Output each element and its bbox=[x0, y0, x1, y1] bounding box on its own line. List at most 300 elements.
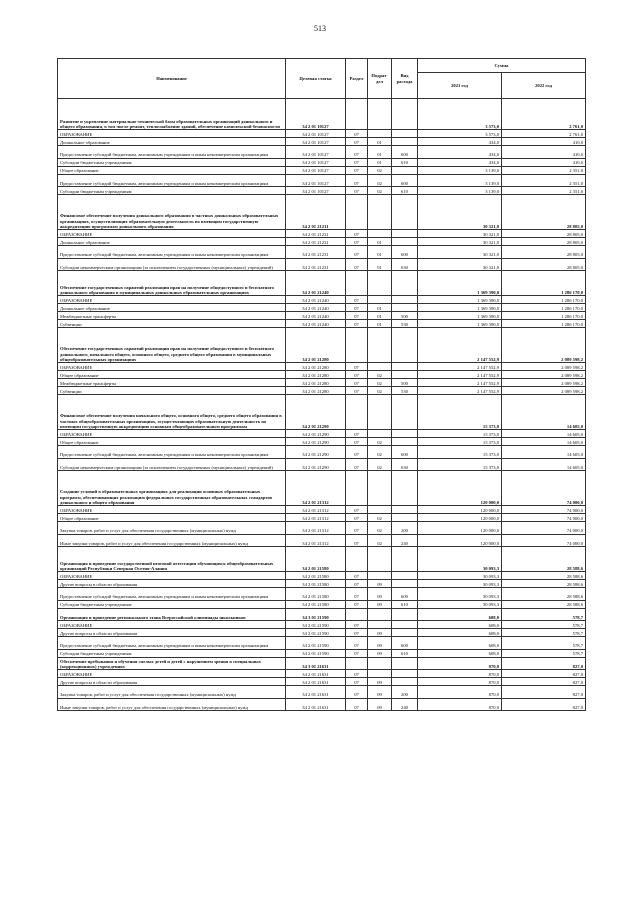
row-subsection-cell bbox=[368, 271, 392, 296]
row-expense-kind-cell bbox=[392, 238, 418, 246]
row-subsection-cell bbox=[368, 430, 392, 438]
row-expense-kind-cell bbox=[392, 621, 418, 629]
row-section-cell: 07 bbox=[346, 629, 368, 637]
row-section-cell: 07 bbox=[346, 320, 368, 328]
row-target-article-cell: 34 2 01 10127 bbox=[286, 166, 346, 174]
row-name-cell: Другие вопросы в области образования bbox=[58, 629, 286, 637]
row-section-cell: 07 bbox=[346, 246, 368, 259]
row-target-article-cell: 34 2 01 21590 bbox=[286, 629, 346, 637]
header-sum: Сумма bbox=[418, 59, 586, 73]
row-subsection-cell bbox=[368, 657, 392, 670]
row-section-cell: 07 bbox=[346, 304, 368, 312]
row-sum-2021-cell: 3 573,0 bbox=[418, 130, 502, 138]
header-expense-kind: Вид расхода bbox=[392, 59, 418, 99]
row-expense-kind-cell: 530 bbox=[392, 387, 418, 395]
table-row bbox=[58, 195, 586, 230]
row-sum-2021-cell: 120 000,0 bbox=[418, 506, 502, 514]
row-section-cell: 07 bbox=[346, 678, 368, 686]
row-name-cell: Субсидии бюджетным учреждениям bbox=[58, 649, 286, 657]
row-subsection-cell bbox=[368, 608, 392, 621]
table-row bbox=[58, 371, 586, 379]
row-expense-kind-cell: 500 bbox=[392, 312, 418, 320]
row-subsection-cell: 09 bbox=[368, 686, 392, 699]
row-subsection-cell: 02 bbox=[368, 166, 392, 174]
row-expense-kind-cell bbox=[392, 296, 418, 304]
row-subsection-cell: 02 bbox=[368, 371, 392, 379]
row-target-article-cell: 34 2 01 21240 bbox=[286, 312, 346, 320]
row-subsection-cell bbox=[368, 230, 392, 238]
row-expense-kind-cell bbox=[392, 371, 418, 379]
row-sum-2021-cell: 2 147 552,9 bbox=[418, 371, 502, 379]
row-expense-kind-cell bbox=[392, 471, 418, 506]
row-expense-kind-cell bbox=[392, 304, 418, 312]
row-sum-2022-cell: 74 000,0 bbox=[502, 522, 586, 535]
table-header bbox=[58, 59, 586, 99]
table-row bbox=[58, 158, 586, 166]
table-row bbox=[58, 296, 586, 304]
row-name-cell: Дошкольное образование bbox=[58, 238, 286, 246]
row-section-cell: 07 bbox=[346, 506, 368, 514]
row-sum-2021-cell: 120 000,0 bbox=[418, 514, 502, 522]
row-sum-2022-cell: 2 351,0 bbox=[502, 174, 586, 187]
row-name-cell: Другие вопросы в области образования bbox=[58, 580, 286, 588]
row-section-cell: 07 bbox=[346, 174, 368, 187]
row-target-article-cell: 34 2 01 21240 bbox=[286, 271, 346, 296]
row-sum-2021-cell: 434,0 bbox=[418, 146, 502, 159]
row-expense-kind-cell bbox=[392, 138, 418, 146]
table-row bbox=[58, 438, 586, 446]
row-target-article-cell: 34 2 01 21312 bbox=[286, 514, 346, 522]
row-subsection-cell: 01 bbox=[368, 138, 392, 146]
row-section-cell bbox=[346, 608, 368, 621]
row-name-cell: Иные закупки товаров, работ и услуг для обеспечения государственных (муниципальных) нужд bbox=[58, 534, 286, 547]
row-sum-2021-cell: 608,0 bbox=[418, 621, 502, 629]
row-section-cell: 07 bbox=[346, 514, 368, 522]
row-sum-2022-cell: 827,0 bbox=[502, 678, 586, 686]
header-year-2021: 2021 год bbox=[418, 73, 502, 99]
row-sum-2022-cell: 410,0 bbox=[502, 158, 586, 166]
row-name-cell: Субвенции bbox=[58, 320, 286, 328]
row-sum-2022-cell: 28 805,0 bbox=[502, 258, 586, 271]
table-row bbox=[58, 637, 586, 650]
table-row bbox=[58, 534, 586, 547]
row-expense-kind-cell bbox=[392, 363, 418, 371]
row-target-article-cell: 34 2 01 21312 bbox=[286, 534, 346, 547]
page-number: 513 bbox=[314, 24, 326, 33]
row-sum-2022-cell: 1 286 170,0 bbox=[502, 320, 586, 328]
table-row bbox=[58, 471, 586, 506]
row-sum-2021-cell: 30 093,3 bbox=[418, 588, 502, 601]
row-name-cell: ОБРАЗОВАНИЕ bbox=[58, 430, 286, 438]
row-expense-kind-cell: 610 bbox=[392, 158, 418, 166]
row-name-cell: Предоставление субсидий бюджетным, автономным учреждениям и иным некоммерческим организациям bbox=[58, 246, 286, 259]
row-section-cell bbox=[346, 271, 368, 296]
row-name-cell: Общее образование bbox=[58, 438, 286, 446]
row-subsection-cell: 02 bbox=[368, 438, 392, 446]
row-section-cell: 07 bbox=[346, 138, 368, 146]
row-section-cell: 07 bbox=[346, 649, 368, 657]
row-sum-2021-cell: 1 369 390,0 bbox=[418, 304, 502, 312]
row-expense-kind-cell: 610 bbox=[392, 600, 418, 608]
row-subsection-cell: 09 bbox=[368, 698, 392, 711]
row-target-article-cell: 34 2 01 21580 bbox=[286, 580, 346, 588]
row-expense-kind-cell: 600 bbox=[392, 637, 418, 650]
row-expense-kind-cell: 200 bbox=[392, 522, 418, 535]
row-target-article-cell: 34 2 01 21631 bbox=[286, 678, 346, 686]
row-target-article-cell: 34 2 01 21280 bbox=[286, 371, 346, 379]
row-expense-kind-cell: 600 bbox=[392, 246, 418, 259]
row-target-article-cell: 34 2 01 21240 bbox=[286, 304, 346, 312]
row-subsection-cell bbox=[368, 296, 392, 304]
row-subsection-cell: 09 bbox=[368, 629, 392, 637]
row-sum-2022-cell: 578,7 bbox=[502, 621, 586, 629]
table-row bbox=[58, 649, 586, 657]
row-name-cell: Финансовое обеспечение получения начального общего, основного общего, среднего общего образования в частных общеобразовательных организациях, осуществляющих образовательную деятельность по имеющим государственную аккредитацию основным общеобразовательным программам bbox=[58, 395, 286, 430]
table-row bbox=[58, 304, 586, 312]
row-expense-kind-cell: 500 bbox=[392, 379, 418, 387]
row-subsection-cell bbox=[368, 363, 392, 371]
row-sum-2022-cell: 28 588,6 bbox=[502, 588, 586, 601]
row-name-cell: Обеспечение государственных гарантий реализации прав на получение общедоступного и бесплатного дошкольного, начального общего, основного общего, среднего общего образования в муниципальных общеобразовательных организациях bbox=[58, 328, 286, 363]
row-subsection-cell bbox=[368, 195, 392, 230]
row-section-cell: 07 bbox=[346, 588, 368, 601]
row-sum-2021-cell: 434,0 bbox=[418, 138, 502, 146]
row-name-cell: Межбюджетные трансферты bbox=[58, 312, 286, 320]
table-row bbox=[58, 379, 586, 387]
row-sum-2021-cell: 3 139,0 bbox=[418, 187, 502, 195]
row-target-article-cell: 34 2 01 10127 bbox=[286, 130, 346, 138]
row-sum-2022-cell: 14 605,0 bbox=[502, 458, 586, 471]
row-section-cell: 07 bbox=[346, 446, 368, 459]
row-sum-2021-cell: 2 147 552,9 bbox=[418, 363, 502, 371]
table-row bbox=[58, 678, 586, 686]
row-subsection-cell: 02 bbox=[368, 522, 392, 535]
row-subsection-cell: 02 bbox=[368, 387, 392, 395]
row-subsection-cell: 01 bbox=[368, 320, 392, 328]
row-sum-2022-cell: 578,7 bbox=[502, 649, 586, 657]
table-row bbox=[58, 166, 586, 174]
row-subsection-cell: 01 bbox=[368, 238, 392, 246]
row-section-cell bbox=[346, 395, 368, 430]
table-row bbox=[58, 328, 586, 363]
table-row bbox=[58, 458, 586, 471]
table-row bbox=[58, 246, 586, 259]
row-sum-2021-cell: 608,0 bbox=[418, 629, 502, 637]
row-section-cell: 07 bbox=[346, 637, 368, 650]
row-section-cell bbox=[346, 99, 368, 130]
row-target-article-cell: 34 2 01 21231 bbox=[286, 230, 346, 238]
row-sum-2021-cell: 870,0 bbox=[418, 698, 502, 711]
table-row bbox=[58, 572, 586, 580]
row-target-article-cell: 34 2 01 10127 bbox=[286, 174, 346, 187]
table-row bbox=[58, 138, 586, 146]
row-section-cell: 07 bbox=[346, 522, 368, 535]
row-name-cell: Предоставление субсидий бюджетным, автономным учреждениям и иным некоммерческим организациям bbox=[58, 588, 286, 601]
row-subsection-cell: 02 bbox=[368, 174, 392, 187]
budget-table bbox=[57, 58, 586, 711]
row-target-article-cell: 34 2 01 10127 bbox=[286, 99, 346, 130]
row-section-cell: 07 bbox=[346, 363, 368, 371]
table-row bbox=[58, 686, 586, 699]
row-section-cell: 07 bbox=[346, 166, 368, 174]
row-section-cell: 07 bbox=[346, 534, 368, 547]
row-sum-2022-cell: 28 805,0 bbox=[502, 230, 586, 238]
row-sum-2022-cell: 28 588,6 bbox=[502, 572, 586, 580]
row-target-article-cell: 34 2 01 21231 bbox=[286, 258, 346, 271]
row-section-cell: 07 bbox=[346, 698, 368, 711]
row-sum-2022-cell: 2 761,0 bbox=[502, 130, 586, 138]
row-section-cell bbox=[346, 328, 368, 363]
row-sum-2022-cell: 827,0 bbox=[502, 686, 586, 699]
row-section-cell bbox=[346, 471, 368, 506]
row-expense-kind-cell: 630 bbox=[392, 458, 418, 471]
row-sum-2022-cell: 28 588,6 bbox=[502, 600, 586, 608]
row-target-article-cell: 34 2 01 21580 bbox=[286, 572, 346, 580]
row-expense-kind-cell: 630 bbox=[392, 258, 418, 271]
row-subsection-cell bbox=[368, 130, 392, 138]
header-section: Раздел bbox=[346, 59, 368, 99]
row-subsection-cell bbox=[368, 670, 392, 678]
table-row bbox=[58, 698, 586, 711]
row-name-cell: Субвенции bbox=[58, 387, 286, 395]
row-sum-2022-cell: 827,0 bbox=[502, 670, 586, 678]
row-sum-2022-cell: 14 605,0 bbox=[502, 446, 586, 459]
row-target-article-cell: 34 2 01 21590 bbox=[286, 621, 346, 629]
row-sum-2021-cell: 120 000,0 bbox=[418, 471, 502, 506]
row-sum-2022-cell: 74 000,0 bbox=[502, 506, 586, 514]
row-name-cell: Общее образование bbox=[58, 514, 286, 522]
row-sum-2022-cell: 578,7 bbox=[502, 629, 586, 637]
row-name-cell: Закупка товаров, работ и услуг для обеспечения государственных (муниципальных) нужд bbox=[58, 686, 286, 699]
row-subsection-cell: 02 bbox=[368, 187, 392, 195]
row-target-article-cell: 34 2 01 21290 bbox=[286, 446, 346, 459]
row-sum-2022-cell: 1 286 170,0 bbox=[502, 312, 586, 320]
row-target-article-cell: 34 2 01 21231 bbox=[286, 195, 346, 230]
row-expense-kind-cell bbox=[392, 430, 418, 438]
row-section-cell: 07 bbox=[346, 572, 368, 580]
row-sum-2021-cell: 30 321,0 bbox=[418, 246, 502, 259]
row-expense-kind-cell: 600 bbox=[392, 588, 418, 601]
row-name-cell: Предоставление субсидий бюджетным, автономным учреждениям и иным некоммерческим организациям bbox=[58, 637, 286, 650]
row-target-article-cell: 34 2 01 10127 bbox=[286, 187, 346, 195]
row-section-cell: 07 bbox=[346, 371, 368, 379]
row-name-cell: Межбюджетные трансферты bbox=[58, 379, 286, 387]
row-expense-kind-cell: 600 bbox=[392, 446, 418, 459]
row-sum-2022-cell: 827,0 bbox=[502, 657, 586, 670]
row-name-cell: ОБРАЗОВАНИЕ bbox=[58, 130, 286, 138]
row-sum-2021-cell: 15 373,0 bbox=[418, 395, 502, 430]
table-row bbox=[58, 621, 586, 629]
row-section-cell: 07 bbox=[346, 158, 368, 166]
row-sum-2022-cell: 1 286 170,0 bbox=[502, 304, 586, 312]
row-expense-kind-cell bbox=[392, 328, 418, 363]
row-expense-kind-cell: 240 bbox=[392, 698, 418, 711]
row-sum-2021-cell: 2 147 552,9 bbox=[418, 387, 502, 395]
table-row bbox=[58, 174, 586, 187]
row-sum-2022-cell: 2 089 598,2 bbox=[502, 363, 586, 371]
row-subsection-cell: 01 bbox=[368, 158, 392, 166]
row-target-article-cell: 34 2 01 10127 bbox=[286, 158, 346, 166]
row-expense-kind-cell: 600 bbox=[392, 146, 418, 159]
row-expense-kind-cell bbox=[392, 670, 418, 678]
row-target-article-cell: 34 2 01 21280 bbox=[286, 363, 346, 371]
row-name-cell: ОБРАЗОВАНИЕ bbox=[58, 230, 286, 238]
row-subsection-cell: 02 bbox=[368, 514, 392, 522]
row-target-article-cell: 34 2 01 10127 bbox=[286, 138, 346, 146]
row-name-cell: Общее образование bbox=[58, 371, 286, 379]
header-name: Наименование bbox=[58, 59, 286, 99]
row-target-article-cell: 34 2 01 21290 bbox=[286, 430, 346, 438]
row-target-article-cell: 34 2 01 10127 bbox=[286, 146, 346, 159]
row-subsection-cell: 01 bbox=[368, 146, 392, 159]
table-row bbox=[58, 271, 586, 296]
row-target-article-cell: 34 2 01 21290 bbox=[286, 458, 346, 471]
row-name-cell: Субсидии бюджетным учреждениям bbox=[58, 187, 286, 195]
row-section-cell: 07 bbox=[346, 379, 368, 387]
row-name-cell: ОБРАЗОВАНИЕ bbox=[58, 670, 286, 678]
row-sum-2021-cell: 30 321,0 bbox=[418, 195, 502, 230]
row-name-cell: Предоставление субсидий бюджетным, автономным учреждениям и иным некоммерческим организациям bbox=[58, 446, 286, 459]
row-target-article-cell: 34 3 01 21631 bbox=[286, 657, 346, 670]
row-section-cell: 07 bbox=[346, 312, 368, 320]
row-name-cell: Общее образование bbox=[58, 166, 286, 174]
row-section-cell: 07 bbox=[346, 230, 368, 238]
table-row bbox=[58, 230, 586, 238]
row-section-cell: 07 bbox=[346, 580, 368, 588]
row-sum-2021-cell: 1 369 390,0 bbox=[418, 296, 502, 304]
row-expense-kind-cell bbox=[392, 678, 418, 686]
row-sum-2021-cell: 120 000,0 bbox=[418, 534, 502, 547]
row-target-article-cell: 34 2 01 21631 bbox=[286, 686, 346, 699]
row-sum-2021-cell: 1 369 390,0 bbox=[418, 312, 502, 320]
row-subsection-cell bbox=[368, 621, 392, 629]
row-expense-kind-cell bbox=[392, 514, 418, 522]
row-sum-2021-cell: 15 373,0 bbox=[418, 430, 502, 438]
row-subsection-cell bbox=[368, 572, 392, 580]
row-name-cell: Создание условий в образовательных организациях для реализации основных образовательных программ, обеспечивающих реализацию федеральных государственных образовательных стандартов дошкольного и общего образования bbox=[58, 471, 286, 506]
row-sum-2022-cell: 2 351,0 bbox=[502, 187, 586, 195]
row-sum-2021-cell: 608,0 bbox=[418, 637, 502, 650]
header-year-2022: 2022 год bbox=[502, 73, 586, 99]
row-expense-kind-cell: 240 bbox=[392, 534, 418, 547]
table-row bbox=[58, 130, 586, 138]
row-sum-2021-cell: 870,0 bbox=[418, 657, 502, 670]
row-sum-2021-cell: 30 093,3 bbox=[418, 547, 502, 572]
row-target-article-cell: 34 2 01 21312 bbox=[286, 506, 346, 514]
row-section-cell: 07 bbox=[346, 258, 368, 271]
row-section-cell bbox=[346, 195, 368, 230]
table-row bbox=[58, 514, 586, 522]
row-sum-2022-cell: 1 286 170,0 bbox=[502, 296, 586, 304]
row-section-cell: 07 bbox=[346, 387, 368, 395]
row-section-cell: 07 bbox=[346, 296, 368, 304]
row-subsection-cell: 02 bbox=[368, 534, 392, 547]
row-section-cell bbox=[346, 547, 368, 572]
row-sum-2021-cell: 1 369 390,0 bbox=[418, 320, 502, 328]
row-sum-2021-cell: 30 093,3 bbox=[418, 580, 502, 588]
row-sum-2021-cell: 2 147 552,9 bbox=[418, 379, 502, 387]
row-sum-2021-cell: 608,0 bbox=[418, 608, 502, 621]
row-section-cell: 07 bbox=[346, 621, 368, 629]
row-target-article-cell: 34 2 01 21280 bbox=[286, 387, 346, 395]
row-name-cell: ОБРАЗОВАНИЕ bbox=[58, 363, 286, 371]
row-section-cell: 07 bbox=[346, 187, 368, 195]
row-name-cell: Дошкольное образование bbox=[58, 304, 286, 312]
row-subsection-cell bbox=[368, 547, 392, 572]
row-sum-2021-cell: 15 373,0 bbox=[418, 438, 502, 446]
row-sum-2021-cell: 15 373,0 bbox=[418, 446, 502, 459]
row-sum-2022-cell: 827,0 bbox=[502, 698, 586, 711]
row-name-cell: Закупка товаров, работ и услуг для обеспечения государственных (муниципальных) нужд bbox=[58, 522, 286, 535]
row-target-article-cell: 34 2 01 21631 bbox=[286, 670, 346, 678]
row-sum-2022-cell: 578,7 bbox=[502, 637, 586, 650]
header-target-article: Целевая статья bbox=[286, 59, 346, 99]
row-target-article-cell: 34 2 01 21280 bbox=[286, 379, 346, 387]
row-subsection-cell: 01 bbox=[368, 246, 392, 259]
row-section-cell: 07 bbox=[346, 238, 368, 246]
row-sum-2022-cell: 410,0 bbox=[502, 138, 586, 146]
row-section-cell: 07 bbox=[346, 146, 368, 159]
row-sum-2021-cell: 30 093,3 bbox=[418, 600, 502, 608]
row-sum-2021-cell: 434,0 bbox=[418, 158, 502, 166]
row-section-cell: 07 bbox=[346, 438, 368, 446]
row-name-cell: Обеспечение государственных гарантий реализации прав на получение общедоступного и бесплатного дошкольного образования в муниципальных дошкольных образовательных организациях bbox=[58, 271, 286, 296]
row-subsection-cell: 02 bbox=[368, 379, 392, 387]
table-row bbox=[58, 363, 586, 371]
row-name-cell: ОБРАЗОВАНИЕ bbox=[58, 296, 286, 304]
row-subsection-cell bbox=[368, 328, 392, 363]
row-expense-kind-cell bbox=[392, 657, 418, 670]
row-name-cell: Другие вопросы в области образования bbox=[58, 678, 286, 686]
row-subsection-cell bbox=[368, 395, 392, 430]
row-sum-2021-cell: 1 369 390,0 bbox=[418, 271, 502, 296]
row-target-article-cell: 34 2 01 21280 bbox=[286, 328, 346, 363]
row-section-cell: 07 bbox=[346, 600, 368, 608]
row-name-cell: ОБРАЗОВАНИЕ bbox=[58, 572, 286, 580]
table-row bbox=[58, 670, 586, 678]
row-sum-2022-cell: 28 588,6 bbox=[502, 547, 586, 572]
table-row bbox=[58, 395, 586, 430]
row-subsection-cell: 01 bbox=[368, 312, 392, 320]
row-sum-2022-cell: 2 089 598,2 bbox=[502, 371, 586, 379]
row-section-cell: 07 bbox=[346, 430, 368, 438]
row-target-article-cell: 34 2 01 21631 bbox=[286, 698, 346, 711]
row-section-cell: 07 bbox=[346, 686, 368, 699]
row-name-cell: Организация и проведение регионального этапа Всероссийской олимпиады школьников bbox=[58, 608, 286, 621]
row-name-cell: ОБРАЗОВАНИЕ bbox=[58, 506, 286, 514]
row-sum-2021-cell: 30 321,0 bbox=[418, 238, 502, 246]
row-sum-2022-cell: 410,0 bbox=[502, 146, 586, 159]
table-row bbox=[58, 600, 586, 608]
row-expense-kind-cell bbox=[392, 547, 418, 572]
table-row bbox=[58, 588, 586, 601]
row-sum-2021-cell: 870,0 bbox=[418, 686, 502, 699]
table-row bbox=[58, 506, 586, 514]
table-body bbox=[58, 99, 586, 711]
row-sum-2022-cell: 2 351,0 bbox=[502, 166, 586, 174]
row-subsection-cell bbox=[368, 471, 392, 506]
row-expense-kind-cell bbox=[392, 99, 418, 130]
table-row bbox=[58, 146, 586, 159]
table-row bbox=[58, 187, 586, 195]
row-target-article-cell: 34 2 01 21580 bbox=[286, 547, 346, 572]
row-section-cell: 07 bbox=[346, 670, 368, 678]
row-expense-kind-cell bbox=[392, 629, 418, 637]
row-name-cell: Субсидии бюджетным учреждениям bbox=[58, 158, 286, 166]
row-sum-2022-cell: 14 605,0 bbox=[502, 430, 586, 438]
table-row bbox=[58, 608, 586, 621]
row-section-cell: 07 bbox=[346, 130, 368, 138]
